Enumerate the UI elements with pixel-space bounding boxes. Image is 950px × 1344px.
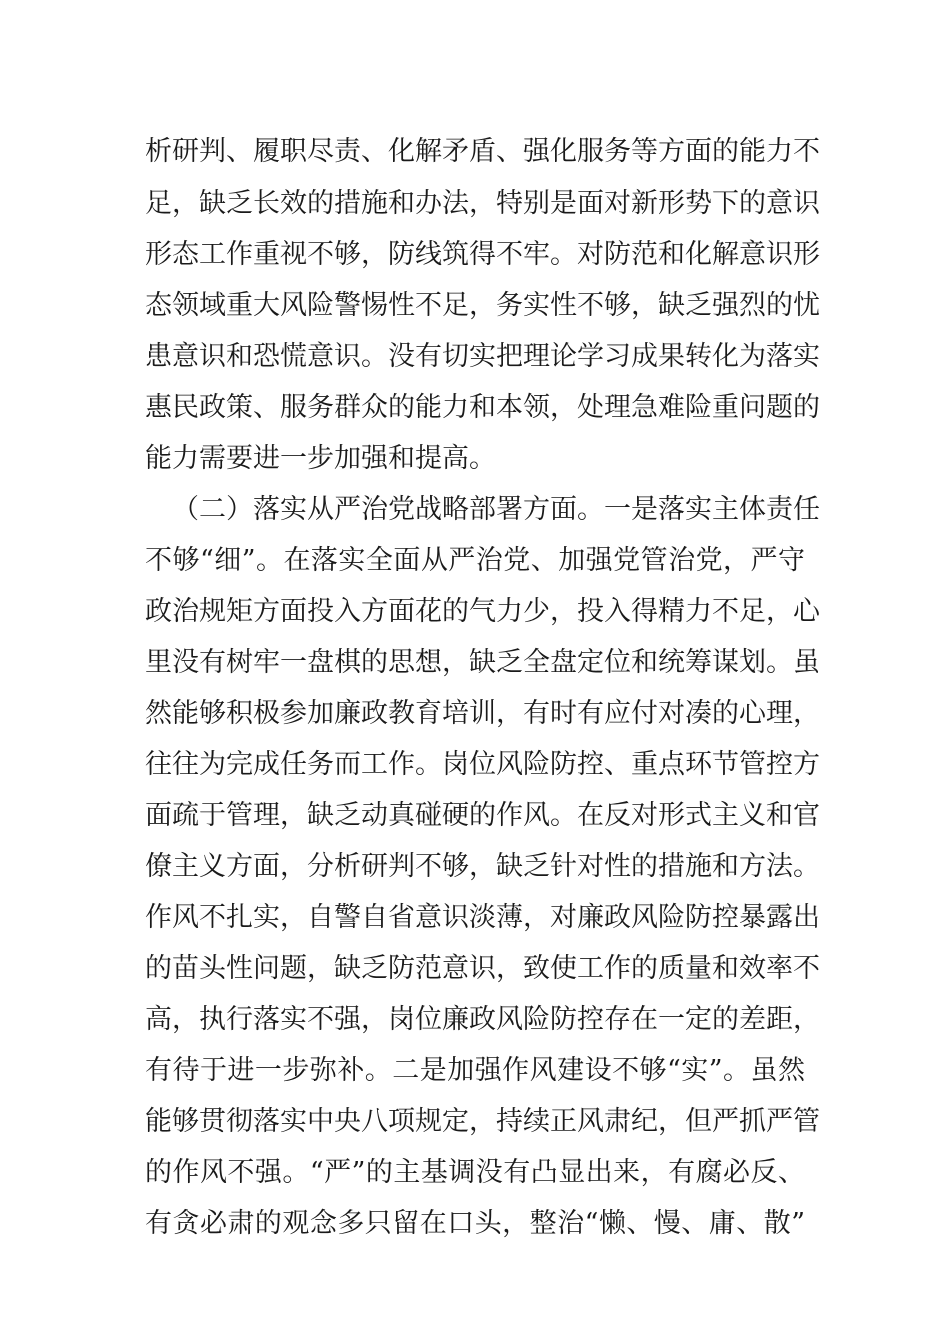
- text-line-18: 高，执行落实不强，岗位廉政风险防控存在一定的差距，: [145, 1004, 820, 1035]
- text-line-3: 形态工作重视不够，防线筑得不牢。对防范和化解意识形: [145, 239, 820, 270]
- text-line-17: 的苗头性问题，缺乏防范意识，致使工作的质量和效率不: [145, 953, 820, 984]
- text-line-6: 惠民政策、服务群众的能力和本领，处理急难险重问题的: [145, 392, 820, 423]
- text-line-20: 能够贯彻落实中央八项规定，持续正风肃纪，但严抓严管: [145, 1106, 820, 1137]
- text-line-15: 僚主义方面，分析研判不够，缺乏针对性的措施和方法。: [145, 851, 820, 882]
- text-line-1: 析研判、履职尽责、化解矛盾、强化服务等方面的能力不: [145, 136, 820, 167]
- text-line-9: 不够“细”。在落实全面从严治党、加强党管治党，严守: [145, 545, 805, 576]
- text-line-13: 往往为完成任务而工作。岗位风险防控、重点环节管控方: [145, 749, 820, 780]
- text-line-7: 能力需要进一步加强和提高。: [145, 443, 496, 474]
- text-line-22: 有贪必肃的观念多只留在口头，整治“懒、慢、庸、散”: [145, 1208, 805, 1239]
- text-line-4: 态领域重大风险警惕性不足，务实性不够，缺乏强烈的忧: [145, 290, 820, 321]
- section-heading-line: （二）落实从严治党战略部署方面。一是落实主体责任: [172, 494, 820, 525]
- text-line-12: 然能够积极参加廉政教育培训，有时有应付对凑的心理，: [145, 698, 820, 729]
- text-line-5: 患意识和恐慌意识。没有切实把理论学习成果转化为落实: [145, 341, 820, 372]
- text-line-2: 足，缺乏长效的措施和办法，特别是面对新形势下的意识: [145, 188, 820, 219]
- text-line-21: 的作风不强。“严”的主基调没有凸显出来，有腐必反、: [145, 1157, 805, 1188]
- text-line-16: 作风不扎实，自警自省意识淡薄，对廉政风险防控暴露出: [145, 902, 820, 933]
- text-line-11: 里没有树牢一盘棋的思想，缺乏全盘定位和统筹谋划。虽: [145, 647, 820, 678]
- text-line-14: 面疏于管理，缺乏动真碰硬的作风。在反对形式主义和官: [145, 800, 820, 831]
- text-line-19: 有待于进一步弥补。二是加强作风建设不够“实”。虽然: [145, 1055, 805, 1086]
- text-line-10: 政治规矩方面投入方面花的气力少，投入得精力不足，心: [145, 596, 820, 627]
